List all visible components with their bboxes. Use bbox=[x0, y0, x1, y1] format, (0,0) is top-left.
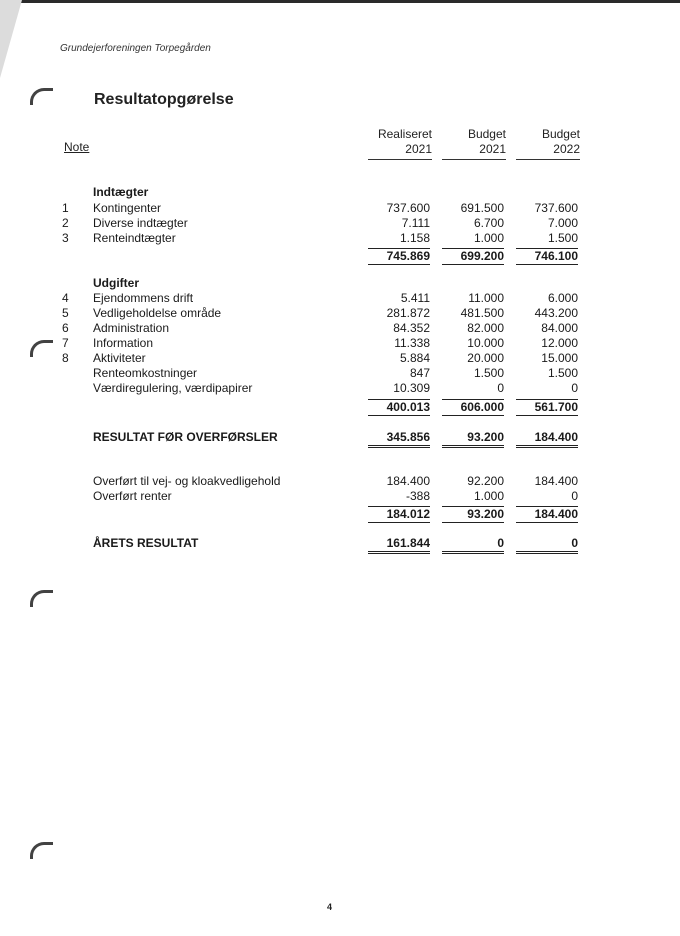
table-row bbox=[0, 351, 680, 366]
punch-hole bbox=[30, 590, 53, 607]
row-label: Overført til vej- og kloakvedligehold bbox=[93, 474, 281, 488]
value-r2021: 5.884 bbox=[399, 351, 430, 365]
income-heading bbox=[0, 185, 680, 200]
note-number: 7 bbox=[62, 336, 69, 350]
scan-edge bbox=[0, 0, 680, 3]
row-label: Renteindtægter bbox=[93, 231, 176, 245]
value-b2022: 0 bbox=[571, 381, 578, 395]
year-result-row bbox=[0, 536, 680, 551]
total-b2021: 699.200 bbox=[442, 248, 504, 265]
note-number: 3 bbox=[62, 231, 69, 245]
column-header-realiseret-2021 bbox=[368, 127, 432, 157]
note-number: 8 bbox=[62, 351, 69, 365]
row-label: Renteomkostninger bbox=[93, 366, 198, 380]
section-label: Indtægter bbox=[93, 185, 149, 199]
value-b2022: 15.000 bbox=[541, 351, 578, 365]
table-row bbox=[0, 366, 680, 381]
row-label: ÅRETS RESULTAT bbox=[93, 536, 199, 550]
note-number: 5 bbox=[62, 306, 69, 320]
table-row bbox=[0, 321, 680, 336]
table-row bbox=[0, 291, 680, 306]
row-label: Aktiviteter bbox=[93, 351, 146, 365]
value-b2022: 6.000 bbox=[547, 291, 578, 305]
organization-header: Grundejerforeningen Torpegården bbox=[60, 43, 211, 54]
value-r2021: 84.352 bbox=[393, 321, 430, 335]
value-b2022: 1.500 bbox=[547, 231, 578, 245]
row-label: Værdiregulering, værdipapirer bbox=[93, 381, 253, 395]
value-b2021: 0 bbox=[442, 536, 504, 554]
row-label: Overført renter bbox=[93, 489, 172, 503]
column-header-budget-2021 bbox=[442, 127, 506, 157]
column-header-line1: Budget bbox=[467, 127, 506, 141]
value-b2021: 20.000 bbox=[467, 351, 504, 365]
page-title: Resultatopgørelse bbox=[94, 91, 234, 108]
value-r2021: 184.400 bbox=[386, 474, 430, 488]
value-b2022: 443.200 bbox=[534, 306, 578, 320]
value-b2021: 10.000 bbox=[467, 336, 504, 350]
table-row bbox=[0, 216, 680, 231]
page-number: 4 bbox=[327, 902, 333, 912]
value-r2021: 847 bbox=[409, 366, 430, 380]
folded-corner bbox=[0, 0, 22, 78]
punch-hole bbox=[30, 88, 53, 105]
column-header-line2: 2021 bbox=[405, 142, 432, 156]
table-row bbox=[0, 201, 680, 216]
value-b2022: 184.400 bbox=[516, 430, 578, 448]
value-b2021: 1.000 bbox=[473, 489, 504, 503]
value-b2022: 0 bbox=[571, 489, 578, 503]
transfers-total-row bbox=[0, 506, 680, 521]
column-header-line1: Realiseret bbox=[377, 127, 432, 141]
table-row bbox=[0, 474, 680, 489]
total-b2021: 606.000 bbox=[442, 399, 504, 416]
pre-transfer-result-row bbox=[0, 430, 680, 445]
value-b2022: 737.600 bbox=[534, 201, 578, 215]
value-b2021: 0 bbox=[497, 381, 504, 395]
total-r2021: 184.012 bbox=[368, 506, 430, 523]
note-number: 4 bbox=[62, 291, 69, 305]
expenses-heading bbox=[0, 276, 680, 291]
value-b2021: 1.000 bbox=[473, 231, 504, 245]
section-label: Udgifter bbox=[93, 276, 139, 290]
total-r2021: 745.869 bbox=[368, 248, 430, 265]
table-row bbox=[0, 489, 680, 504]
note-number: 2 bbox=[62, 216, 69, 230]
value-b2022: 1.500 bbox=[547, 366, 578, 380]
table-row bbox=[0, 306, 680, 321]
row-label: Vedligeholdelse område bbox=[93, 306, 222, 320]
punch-hole bbox=[30, 842, 53, 859]
value-b2021: 6.700 bbox=[473, 216, 504, 230]
value-r2021: 161.844 bbox=[368, 536, 430, 554]
value-b2021: 11.000 bbox=[468, 291, 504, 305]
column-header-line1: Budget bbox=[541, 127, 580, 141]
table-row bbox=[0, 336, 680, 351]
value-r2021: 345.856 bbox=[368, 430, 430, 448]
total-b2022: 746.100 bbox=[516, 248, 578, 265]
column-header-budget-2022 bbox=[516, 127, 580, 157]
value-r2021: -388 bbox=[405, 489, 430, 503]
value-b2022: 12.000 bbox=[541, 336, 578, 350]
column-header-line2: 2022 bbox=[553, 142, 580, 156]
total-b2022: 561.700 bbox=[516, 399, 578, 416]
value-r2021: 5.411 bbox=[400, 291, 430, 305]
value-b2021: 82.000 bbox=[467, 321, 504, 335]
table-row bbox=[0, 381, 680, 396]
value-b2022: 0 bbox=[516, 536, 578, 554]
value-r2021: 11.338 bbox=[394, 336, 430, 350]
value-b2021: 691.500 bbox=[460, 201, 504, 215]
value-b2022: 7.000 bbox=[547, 216, 578, 230]
expenses-total-row bbox=[0, 399, 680, 414]
value-b2021: 92.200 bbox=[467, 474, 504, 488]
note-column-header: Note bbox=[64, 140, 90, 154]
row-label: Administration bbox=[93, 321, 170, 335]
value-b2021: 93.200 bbox=[442, 430, 504, 448]
income-total-row bbox=[0, 248, 680, 263]
row-label: RESULTAT FØR OVERFØRSLER bbox=[93, 430, 278, 444]
total-r2021: 400.013 bbox=[368, 399, 430, 416]
value-r2021: 7.111 bbox=[401, 216, 430, 230]
value-b2021: 1.500 bbox=[473, 366, 504, 380]
table-row bbox=[0, 231, 680, 246]
total-b2022: 184.400 bbox=[516, 506, 578, 523]
value-b2022: 84.000 bbox=[541, 321, 578, 335]
row-label: Ejendommens drift bbox=[93, 291, 194, 305]
row-label: Diverse indtægter bbox=[93, 216, 188, 230]
row-label: Kontingenter bbox=[93, 201, 162, 215]
value-r2021: 281.872 bbox=[386, 306, 430, 320]
note-number: 6 bbox=[62, 321, 69, 335]
value-r2021: 10.309 bbox=[393, 381, 430, 395]
value-r2021: 737.600 bbox=[386, 201, 430, 215]
column-header-line2: 2021 bbox=[479, 142, 506, 156]
value-r2021: 1.158 bbox=[399, 231, 430, 245]
value-b2021: 481.500 bbox=[460, 306, 504, 320]
row-label: Information bbox=[93, 336, 154, 350]
note-number: 1 bbox=[62, 201, 69, 215]
total-b2021: 93.200 bbox=[442, 506, 504, 523]
value-b2022: 184.400 bbox=[534, 474, 578, 488]
